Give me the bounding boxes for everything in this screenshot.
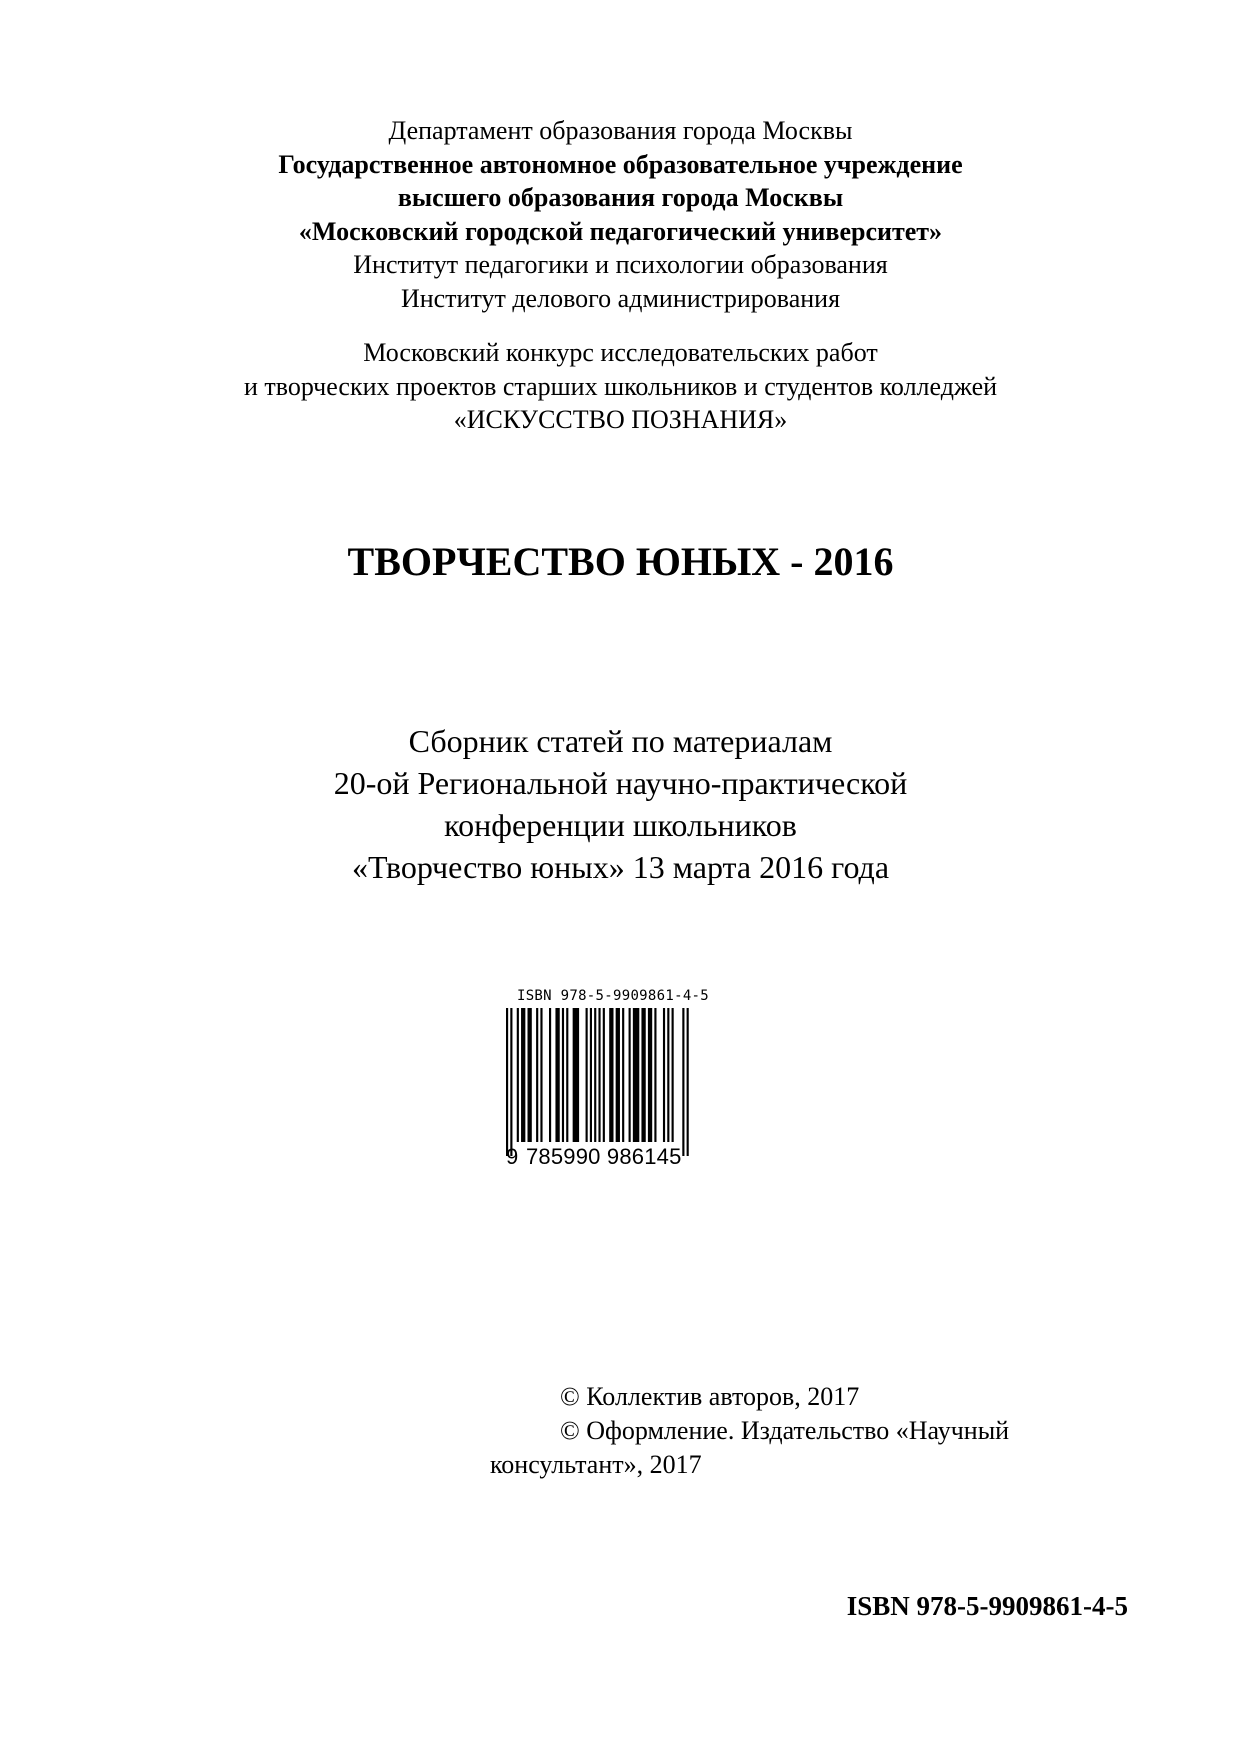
barcode-bar [562,1008,564,1142]
copyright-line-3: консультант», 2017 [490,1450,702,1479]
copyright-notice [490,1380,1110,1482]
barcode-bar [622,1008,624,1142]
isbn-barcode [506,988,720,1176]
copyright-line-2: © Оформление. Издательство «Научный [560,1416,1010,1445]
barcode-bar [667,1008,669,1142]
copyright-line-1: © Коллектив авторов, 2017 [560,1382,860,1411]
barcode-bar [549,1008,551,1142]
barcode-bar [528,1008,532,1142]
subtitle-line-4: «Творчество юных» 13 марта 2016 года [351,849,890,885]
barcode-bar [521,1008,525,1142]
barcode-bar [633,1008,639,1142]
barcode-lead-digit: 9 [506,1144,519,1169]
barcode-bar [616,1008,620,1142]
barcode-bar [540,1008,542,1142]
barcode-bars-icon [506,1008,720,1156]
barcode-bar [641,1008,645,1142]
barcode-bar [603,1008,605,1142]
contest-info [0,336,1241,437]
collection-description [0,720,1241,888]
subtitle-line-3: конференции школьников [444,807,797,843]
barcode-bar [536,1008,538,1142]
institute-name-1: Институт педагогики и психологии образования [353,250,888,279]
barcode-bar [654,1008,656,1142]
publisher-header [0,114,1241,315]
barcode-bar [517,1008,519,1142]
page-title: ТВОРЧЕСТВО ЮНЫХ - 2016 [347,539,894,584]
barcode-number: 785990 986145 [526,1144,682,1169]
barcode-bar [594,1008,596,1142]
barcode-bar [590,1008,592,1142]
institute-name-2: Институт делового администрирования [400,283,841,313]
barcode-bar [598,1008,600,1142]
barcode-bar [609,1008,613,1142]
barcode-bar [648,1008,652,1142]
contest-line-2: и творческих проектов старших школьников и студентов колледжей [243,371,998,401]
subtitle-line-2: 20-ой Региональной научно-практической [333,765,908,801]
department-name: Департамент образования города Москвы [388,116,853,145]
barcode-bar [555,1008,559,1142]
barcode-isbn-label: ISBN 978-5-9909861-4-5 [516,988,710,1004]
barcode-bar [663,1008,665,1142]
contest-line-3: «ИСКУССТВО ПОЗНАНИЯ» [453,405,788,434]
barcode-bar [573,1008,579,1142]
subtitle-line-1: Сборник статей по материалам [408,723,833,759]
barcode-bar [506,1008,508,1156]
barcode-bar [672,1008,674,1142]
barcode-bar [566,1008,568,1142]
institution-name-line-3: «Московский городской педагогический университет» [298,216,943,246]
barcode-bar [687,1008,689,1156]
contest-line-1: Московский конкурс исследовательских работ [363,338,878,367]
barcode-bar [510,1008,512,1156]
institution-name-line-1: Государственное автономное образовательное учреждение [278,149,963,179]
barcode-bar [629,1008,631,1142]
institution-name-line-2: высшего образования города Москвы [397,183,844,212]
barcode-bar [682,1008,684,1156]
barcode-bar [586,1008,588,1142]
isbn-number: ISBN 978-5-9909861-4-5 [846,1591,1128,1621]
